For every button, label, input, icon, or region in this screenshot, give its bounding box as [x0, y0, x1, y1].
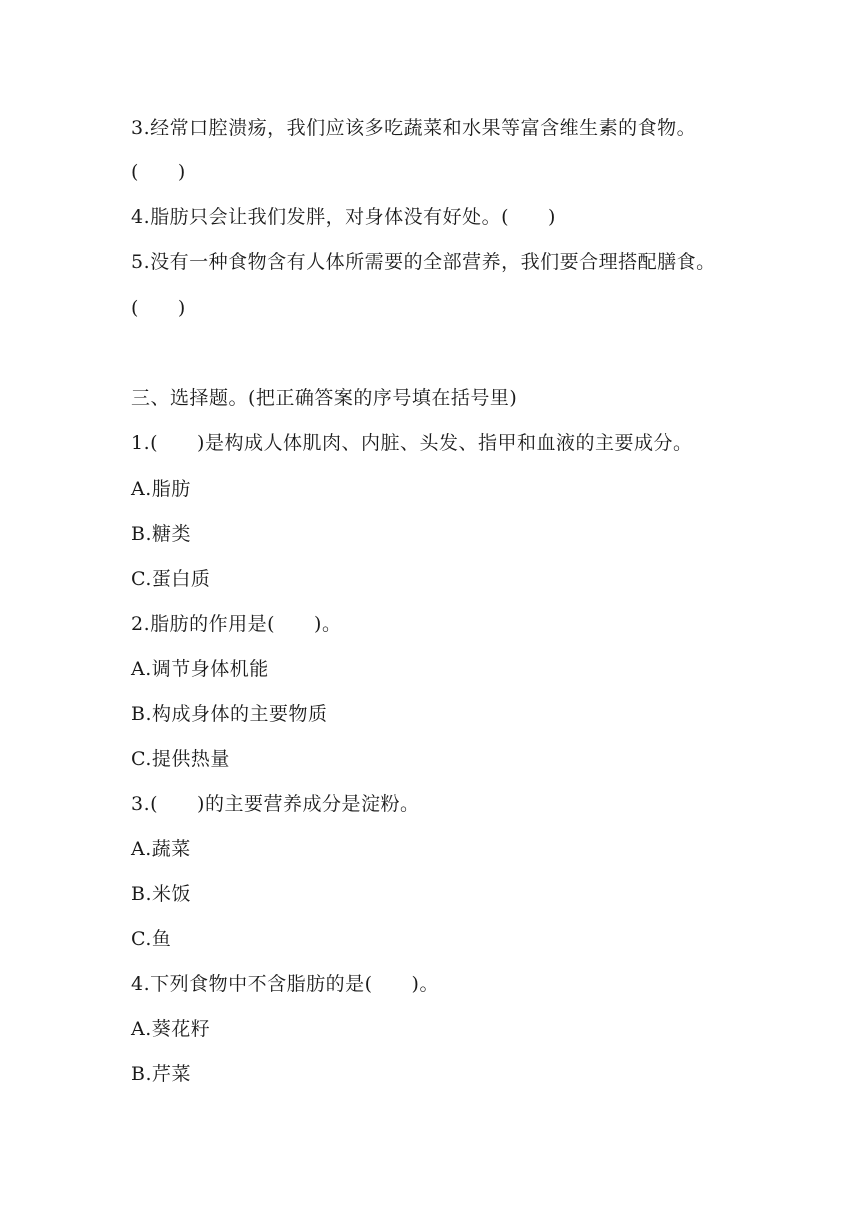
choice-question-2-option-a: A.调节身体机能 [131, 658, 269, 680]
tf-question-3: 3.经常口腔溃疡，我们应该多吃蔬菜和水果等富含维生素的食物。 [131, 117, 697, 139]
choice-question-4-option-a: A.葵花籽 [131, 1018, 211, 1040]
choice-question-2-option-b: B.构成身体的主要物质 [131, 703, 328, 725]
section-heading-choice: 三、选择题。(把正确答案的序号填在括号里) [131, 387, 518, 409]
choice-question-1-option-b: B.糖类 [131, 523, 192, 545]
choice-question-3-option-b: B.米饭 [131, 883, 192, 905]
choice-question-3: 3.( )的主要营养成分是淀粉。 [131, 793, 420, 815]
choice-question-4: 4.下列食物中不含脂肪的是( )。 [131, 973, 439, 995]
tf-question-3-blank: ( ) [131, 161, 186, 183]
choice-question-3-option-c: C.鱼 [131, 928, 172, 950]
tf-question-4: 4.脂肪只会让我们发胖，对身体没有好处。( ) [131, 206, 556, 228]
choice-question-2-option-c: C.提供热量 [131, 748, 230, 770]
choice-question-1-option-c: C.蛋白质 [131, 568, 211, 590]
tf-question-5: 5.没有一种食物含有人体所需要的全部营养，我们要合理搭配膳食。 [131, 251, 716, 273]
choice-question-1-option-a: A.脂肪 [131, 478, 191, 500]
choice-question-4-option-b: B.芹菜 [131, 1063, 192, 1085]
choice-question-2: 2.脂肪的作用是( )。 [131, 613, 342, 635]
choice-question-1: 1.( )是构成人体肌肉、内脏、头发、指甲和血液的主要成分。 [131, 432, 693, 454]
tf-question-5-blank: ( ) [131, 297, 186, 319]
choice-question-3-option-a: A.蔬菜 [131, 838, 191, 860]
